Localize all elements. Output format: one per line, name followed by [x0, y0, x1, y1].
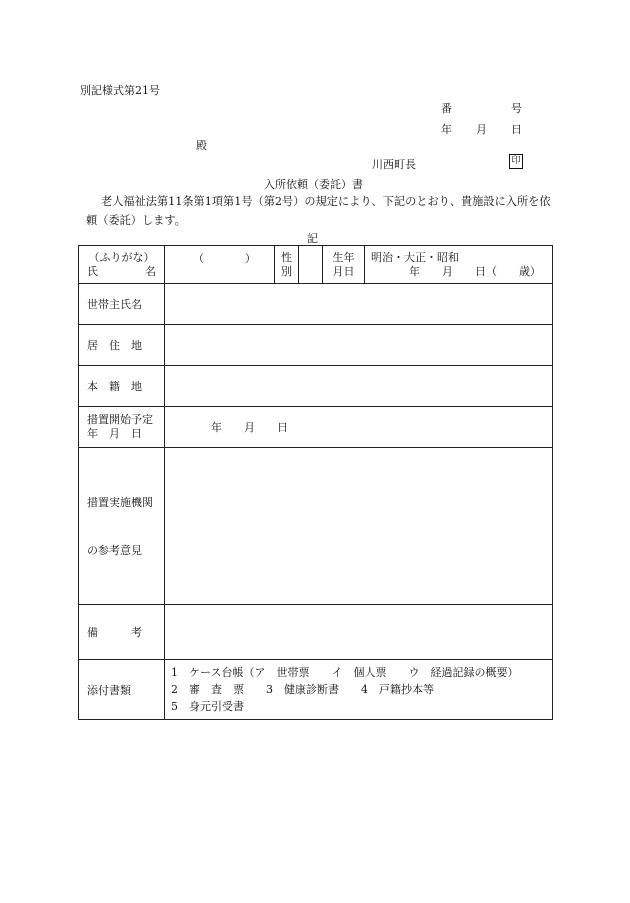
sex-label-1: 性	[281, 250, 292, 264]
opinion-label-2: の参考意見	[87, 544, 142, 557]
attachments-list	[165, 660, 553, 720]
name-row	[79, 246, 553, 284]
domicile-row	[79, 366, 553, 407]
residence-value[interactable]	[165, 325, 553, 366]
start-date-label-2: 年 月 日	[87, 427, 142, 440]
year-label: 年	[441, 123, 452, 136]
name-label-mei: 名	[145, 264, 156, 278]
remarks-value[interactable]	[165, 605, 553, 660]
name-label-cell	[79, 246, 165, 284]
document-title: 入所依頼（委託）書	[264, 178, 363, 191]
birth-date-format: 年 月 日（ 歳）	[409, 264, 541, 278]
body-text: 老人福祉法第11条第1項第1号（第2号）の規定により、下記のとおり、貴施設に入所を依頼（委託）します。	[86, 195, 551, 227]
attachment-item: 5 身元引受書	[171, 700, 244, 713]
residence-label: 居 住 地	[79, 325, 165, 366]
attachment-item: 1 ケース台帳（ア 世帯票 イ 個人票 ウ 経過記録の概要）	[171, 666, 519, 679]
go-label: 号	[511, 102, 522, 115]
start-date-value[interactable]: 年 月 日	[165, 407, 553, 448]
sex-value-cell[interactable]	[299, 246, 323, 284]
ki-label: 記	[307, 232, 318, 245]
attachments-row	[79, 660, 553, 720]
domicile-value[interactable]	[165, 366, 553, 407]
domicile-label: 本 籍 地	[79, 366, 165, 407]
birth-label-1: 生年	[332, 250, 355, 264]
opinion-label-1: 措置実施機関	[87, 496, 153, 509]
number-label: 番	[441, 102, 452, 115]
remarks-row	[79, 605, 553, 660]
month-label: 月	[476, 123, 487, 136]
era-options: 明治・大正・昭和	[371, 250, 459, 264]
name-label	[79, 265, 164, 279]
attachment-item: 2 審 査 票 3 健康診断書 4 戸籍抄本等	[171, 683, 434, 696]
start-date-label-1: 措置開始予定	[87, 413, 153, 426]
paren-close: ）	[245, 252, 256, 265]
addressee-honorific: 殿	[196, 139, 207, 152]
name-label-shi: 氏	[87, 264, 98, 278]
birth-value-cell[interactable]	[365, 246, 553, 284]
residence-row	[79, 325, 553, 366]
start-date-row	[79, 407, 553, 448]
paren-open: （	[193, 252, 204, 265]
birth-label-2: 月日	[332, 264, 355, 278]
sex-label	[275, 246, 299, 284]
form-number: 別記様式第21号	[80, 84, 160, 97]
application-table	[78, 245, 553, 720]
household-head-label: 世帯主氏名	[79, 284, 165, 325]
birth-label	[323, 246, 365, 284]
mayor-title: 川西町長	[372, 158, 416, 171]
remarks-label: 備 考	[79, 605, 165, 660]
seal-box: 印	[509, 154, 523, 169]
household-row	[79, 284, 553, 325]
opinion-value[interactable]	[165, 448, 553, 605]
household-head-value[interactable]	[165, 284, 553, 325]
name-value-cell[interactable]	[165, 246, 275, 284]
opinion-label	[79, 448, 165, 605]
opinion-row	[79, 448, 553, 605]
start-date-label	[79, 407, 165, 448]
day-label: 日	[511, 123, 522, 136]
attachments-label: 添付書類	[79, 660, 165, 720]
furigana-label: （ふりがな）	[88, 250, 155, 264]
sex-label-2: 別	[281, 264, 292, 278]
